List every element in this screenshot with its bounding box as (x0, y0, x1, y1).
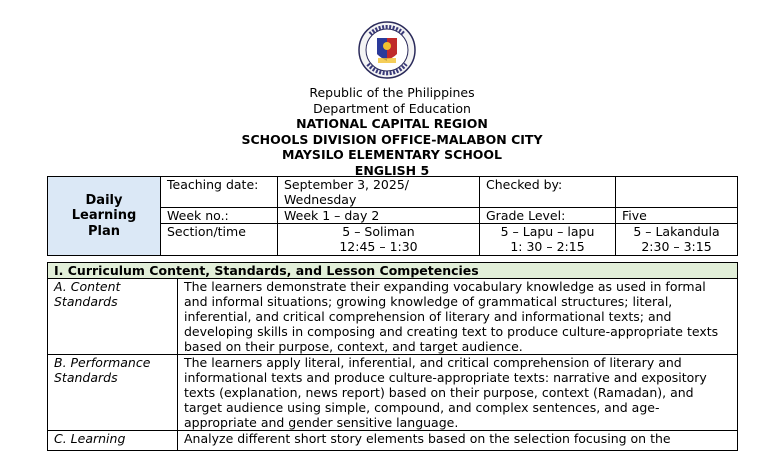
content-standards-label: A. Content Standards (48, 279, 178, 355)
grade-value: Five (616, 208, 738, 224)
section-time: 2:30 – 3:15 (641, 239, 712, 254)
performance-standards-text: The learners apply literal, inferential, and critical comprehension of literary and informational texts and produce culture-appropriate texts: narrative and expository texts (explanation, news report) based on their purpose, context (Ramadan), and target audience using simple, compound, and complex sentences, and age-appropriate and gender sensitive language. (178, 355, 738, 431)
header-region: NATIONAL CAPITAL REGION (296, 116, 488, 131)
learning-competencies-label: C. Learning (48, 431, 178, 451)
section-lapu-lapu (480, 224, 616, 256)
teaching-date-label: Teaching date: (161, 177, 278, 208)
section-lakandula (616, 224, 738, 256)
week-label: Week no.: (161, 208, 278, 224)
section-heading-curriculum: I. Curriculum Content, Standards, and Lesson Competencies (48, 263, 738, 279)
checked-by-label: Checked by: (480, 177, 616, 208)
section-name: 5 – Lakandula (633, 224, 720, 239)
learning-competencies-text: Analyze different short story elements based on the selection focusing on the (178, 431, 738, 451)
section-time: 12:45 – 1:30 (339, 239, 418, 254)
header-school: MAYSILO ELEMENTARY SCHOOL (281, 147, 503, 162)
checked-by-value (616, 177, 738, 208)
content-standards-text: The learners demonstrate their expanding vocabulary knowledge as used in formal and informal situations; growing knowledge of grammatical structures; literal, inferential, and critical comprehension of literary and informational texts; and developing skills in composing and creating text to produce culture-appropriate texts based on their purpose, context, and target audience. (178, 279, 738, 355)
section-name: 5 – Soliman (342, 224, 415, 239)
curriculum-table (47, 262, 738, 451)
lesson-info-table (47, 176, 738, 256)
section-time: 1: 30 – 2:15 (510, 239, 585, 254)
dlp-label: Daily Learning Plan (48, 177, 161, 256)
performance-standards-label: B. Performance Standards (48, 355, 178, 431)
header-division: SCHOOLS DIVISION OFFICE-MALABON CITY (241, 131, 543, 147)
grade-label: Grade Level: (480, 208, 616, 224)
week-value: Week 1 – day 2 (278, 208, 480, 224)
document-header (0, 85, 784, 178)
teaching-date-value: September 3, 2025/ Wednesday (278, 177, 480, 208)
header-republic: Republic of the Philippines (309, 85, 475, 100)
header-department: Department of Education (313, 100, 471, 116)
deped-seal-logo (358, 20, 416, 80)
section-soliman (278, 224, 480, 256)
section-time-label: Section/time (161, 224, 278, 256)
header-subject: ENGLISH 5 (354, 162, 430, 178)
section-name: 5 – Lapu – lapu (500, 224, 595, 239)
